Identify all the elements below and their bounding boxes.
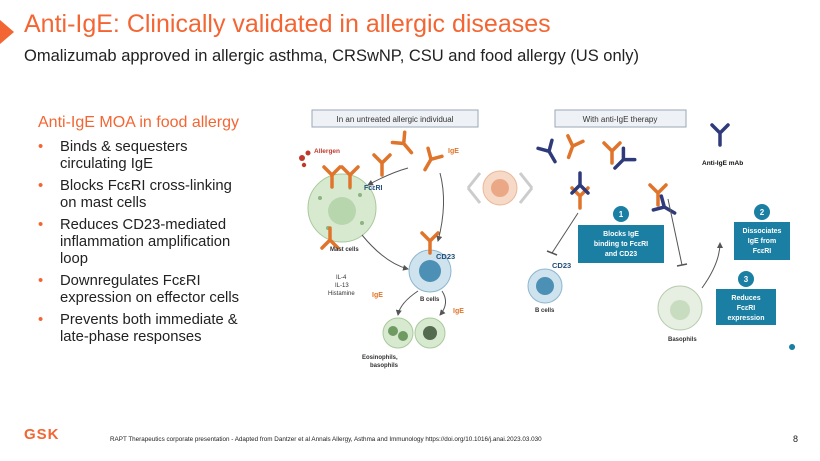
decorative-dot-icon <box>789 344 795 350</box>
ige-label: IgE <box>448 148 459 155</box>
step-text: IgE from <box>747 238 777 245</box>
eosinophils-label: Eosinophils, <box>362 355 398 361</box>
step-text: Blocks IgE <box>603 231 639 238</box>
step-text: FcεRI <box>736 305 756 312</box>
transition-arrow-icon <box>468 173 480 203</box>
bullet-dot-icon: • <box>38 273 44 289</box>
allergen-icon <box>299 151 311 168</box>
basophil-icon <box>658 286 702 330</box>
center-cell-icon <box>483 171 517 205</box>
footer-citation: RAPT Therapeutics corporate presentation - Adapted from Dantzer et al Annals Allergy, Asthma and Immunology https://doi.org/10.1016/j.anai.2023.03.030 <box>110 436 542 443</box>
bullet-line: Binds & sequesters <box>60 139 188 155</box>
inhibition-bar-icon <box>547 251 557 255</box>
ige-antibody-icon <box>374 155 390 175</box>
slide-subtitle: Omalizumab approved in allergic asthma, CRSwNP, CSU and food allergy (US only) <box>24 47 640 65</box>
pathway-arrow <box>362 235 408 269</box>
bullet-line: circulating IgE <box>60 156 153 172</box>
bullet-line: Downregulates FcεRI <box>60 273 201 289</box>
step-number: 3 <box>743 275 749 284</box>
basophils-label: Basophils <box>668 337 697 343</box>
step-text: Reduces <box>731 295 761 302</box>
bullet-item <box>38 312 268 346</box>
bullet-line: inflammation amplification <box>60 234 231 250</box>
step-text: binding to FcεRI <box>593 241 649 248</box>
pathway-arrow <box>398 291 418 315</box>
mast-cells-label: Mast cells <box>330 247 359 253</box>
moa-bullet-list <box>38 139 268 351</box>
moa-figure <box>290 103 815 373</box>
bullet-line: Blocks FcεRI cross-linking <box>60 178 232 194</box>
pathway-arrow <box>438 173 444 241</box>
bullet-line: loop <box>60 251 88 267</box>
pathway-arrow <box>368 168 408 185</box>
cytokine-label: IL-4 <box>336 275 347 281</box>
bullet-dot-icon: • <box>38 217 44 233</box>
bullet-dot-icon: • <box>38 312 44 328</box>
step-number: 1 <box>618 210 624 219</box>
step-text: FcεRI <box>752 248 772 255</box>
anti-ige-mab-icon <box>538 140 562 165</box>
ige-label: IgE <box>372 292 383 299</box>
bullet-dot-icon: • <box>38 178 44 194</box>
bullet-item <box>38 273 268 307</box>
ige-antibody-icon <box>422 233 438 253</box>
b-cell-icon <box>528 269 562 303</box>
ige-label: IgE <box>453 308 464 315</box>
moa-heading: Anti-IgE MOA in food allergy <box>38 114 239 131</box>
anti-ige-mab-icon <box>572 173 588 193</box>
right-panel-title: With anti-IgE therapy <box>582 115 658 124</box>
bullet-line: expression on effector cells <box>60 290 240 306</box>
inhibition-line <box>668 199 682 265</box>
slide-title: Anti-IgE: Clinically validated in allergic diseases <box>24 10 551 38</box>
bullet-item <box>38 178 268 212</box>
ige-antibody-icon <box>392 132 417 158</box>
allergen-label: Allergen <box>314 148 341 155</box>
inhibition-bar-icon <box>677 264 687 266</box>
pathway-arrow <box>702 243 720 288</box>
inhibition-line <box>552 213 578 253</box>
eosinophils-label: basophils <box>370 363 399 369</box>
bullet-dot-icon: • <box>38 139 44 155</box>
anti-ige-mab-legend-icon <box>712 125 728 145</box>
eosinophil-icon <box>383 318 413 348</box>
bullet-item <box>38 139 268 173</box>
title-accent-marker <box>0 20 14 44</box>
cytokine-label: IL-13 <box>335 283 349 289</box>
cd23-label: CD23 <box>436 252 456 261</box>
page-number: 8 <box>793 434 799 444</box>
pathway-arrow <box>440 291 446 315</box>
step-text: and CD23 <box>604 251 638 258</box>
transition-arrow-icon <box>520 173 532 203</box>
bullet-item <box>38 217 268 268</box>
bullet-line: on mast cells <box>60 195 147 211</box>
b-cells-label: B cells <box>420 297 440 303</box>
step-text: expression <box>727 315 765 322</box>
basophil-icon <box>415 318 445 348</box>
ige-antibody-icon <box>418 148 442 173</box>
b-cells-label: B cells <box>535 308 555 314</box>
cd23-label: CD23 <box>552 261 572 270</box>
left-panel-title: In an untreated allergic individual <box>336 115 454 124</box>
bullet-line: late-phase responses <box>60 329 202 345</box>
bullet-line: Reduces CD23-mediated <box>60 217 227 233</box>
cytokine-label: Histamine <box>328 291 355 297</box>
ige-antibody-icon <box>604 143 620 163</box>
step-number: 2 <box>759 208 765 217</box>
gsk-logo: GSK <box>24 426 60 443</box>
anti-ige-mab-label: Anti-IgE mAb <box>702 160 744 167</box>
fceri-label: FcεRI <box>364 185 383 192</box>
step-text: Dissociates <box>742 228 782 235</box>
ige-antibody-icon <box>561 136 583 160</box>
bullet-line: Prevents both immediate & <box>60 312 238 328</box>
